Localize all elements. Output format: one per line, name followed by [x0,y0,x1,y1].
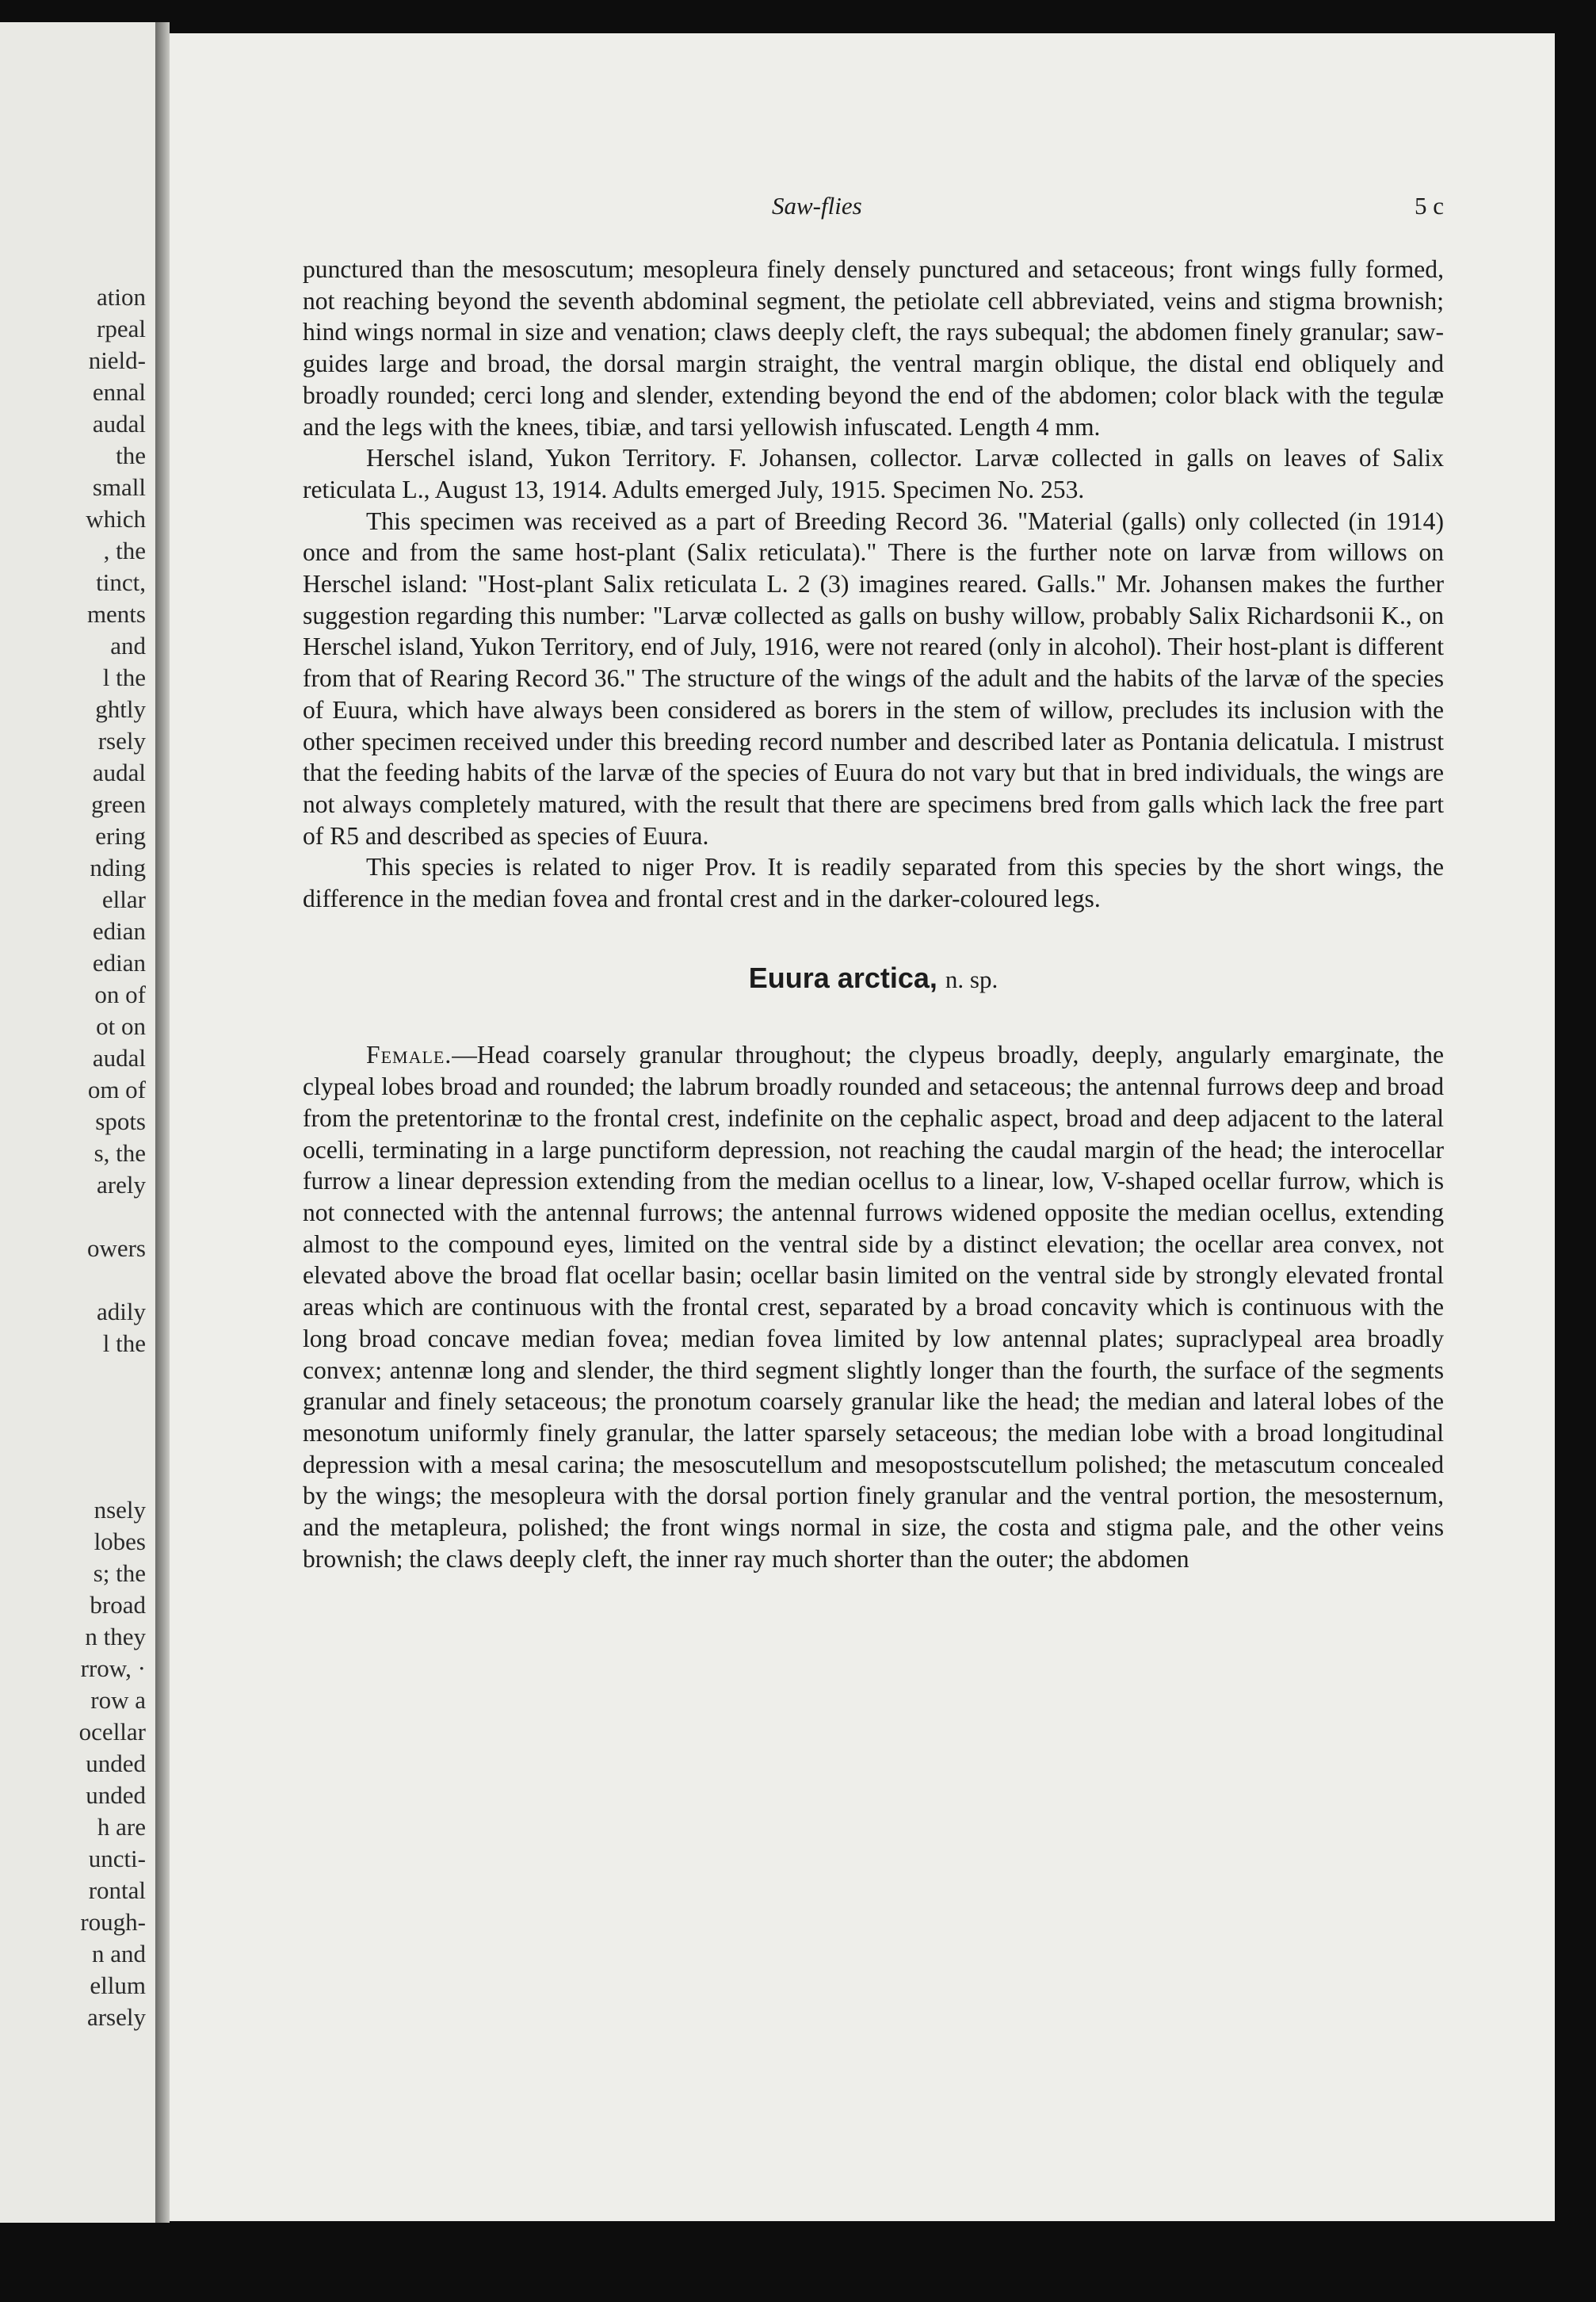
facing-page-text-fragment: s, the [94,1139,146,1167]
facing-page-text-fragment: and [110,632,146,660]
paragraph-breeding-record: This specimen was received as a part of Breeding Record 36. "Material (galls) only collected (in 1914) once and from the same host-plant (Salix reticulata)." There is the further note on larvæ from willows on Herschel island: "Host-plant Salix reticulata L. 2 (3) imagines reared. Galls." Mr. Johansen makes the further suggestion regarding this number: "Larvæ collected as galls on bushy willow, probably Salix Richardsonii K., on Herschel island, Yukon Territory, end of July, 1916, were not reared (only in alcohol). Their host-plant is different from that of Rearing Record 36." The structure of the wings of the adult and the habits of the larvæ of the species of Euura, which have always been considered as borers in the stem of willow, precludes its inclusion with the other specimen received under this breeding record number and described later as Pontania delicatula. I mistrust that the feeding habits of the larvæ of the species of Euura do not vary but that in bred individuals, the wings are not always completely matured, with the result that there are specimens bred from galls which lack the free part of R5 and described as species of Euura. [303,507,1444,850]
facing-page-text-fragment: unded [86,1781,146,1809]
facing-page-text-fragment: , the [103,537,146,564]
facing-page-text-fragment: rsely [97,727,146,755]
facing-page-text-fragment: n and [91,1940,146,1967]
facing-page-text-fragment: lobes [94,1528,146,1555]
facing-page-text-fragment: rrow, · [80,1654,146,1682]
female-label: Female. [366,1041,452,1069]
facing-page-text-fragment: arely [97,1171,146,1199]
facing-page-text-fragment: the [116,442,146,469]
facing-page-text-fragment: ation [97,283,146,311]
facing-page-text-fragment: audal [92,759,146,786]
facing-page-text-fragment: unded [86,1749,146,1777]
new-species-marker: n. sp. [945,965,998,993]
facing-page-text-fragment: nsely [94,1496,146,1524]
facing-page-text-fragment: l the [102,1329,146,1357]
facing-page-text-fragment: broad [90,1591,146,1619]
facing-page-text-fragment: h are [97,1813,146,1841]
facing-page-text-fragment: edian [92,917,146,945]
facing-page-text-fragment: rontal [88,1876,146,1904]
facing-page-text-fragment: adily [97,1298,146,1325]
facing-page-text-fragment: ghtly [95,695,146,723]
facing-page-text-fragment: tinct, [96,568,146,596]
facing-page-text-fragment: ellum [90,1971,146,1999]
facing-page-text-fragment: owers [86,1234,146,1262]
facing-page-text-fragment: ellar [101,885,146,913]
facing-page-text-fragment: l the [102,663,146,691]
facing-page-fragment [0,22,155,2223]
facing-page-text-fragment: uncti- [88,1845,146,1872]
facing-page-text-fragment: arsely [86,2003,146,2031]
facing-page-text-fragment: green [91,790,146,818]
facing-page-text-fragment: ering [95,822,146,850]
facing-page-text-fragment: small [92,473,146,501]
facing-page-text-fragment: audal [92,1044,146,1072]
species-name: Euura arctica, [748,961,937,994]
facing-page-text-fragment: om of [87,1076,146,1103]
facing-page-text-fragment: s; the [93,1559,146,1587]
paragraph-description-end: punctured than the mesoscutum; mesopleura finely densely punctured and setaceous; front wings fully formed, not reaching beyond the seventh abdominal segment, the petiolate cell abbreviated, veins and stigma brownish; hind wings normal in size and venation; claws deeply cleft, the rays subequal; the abdomen finely granular; saw-guides large and broad, the dorsal margin straight, the ventral margin oblique, the distal end obliquely and broadly rounded; cerci long and slender, extending beyond the end of the abdomen; color black with the tegulæ and the legs with the knees, tibiæ, and tarsi yellowish infuscated. Length 4 mm. [303,255,1444,441]
facing-page-text-fragment: ments [86,600,146,628]
page-body [303,254,1444,1574]
paragraph-female-description [303,1039,1444,1574]
book-gutter [155,22,170,2223]
facing-page-text-fragment: n they [85,1623,146,1650]
facing-page-text-fragment: edian [92,949,146,977]
facing-page-text-fragment: spots [95,1107,146,1135]
facing-page-text-fragment: nield- [88,346,146,374]
running-title: Saw-flies [772,192,862,220]
page-header [170,192,1555,227]
facing-page-text-fragment: rpeal [97,315,146,342]
facing-page-text-fragment: ot on [96,1012,146,1040]
facing-page-text-fragment: row a [90,1686,146,1714]
facing-page-text-fragment: which [86,505,146,533]
page-number: 5 c [1414,192,1444,220]
paragraph-relationship: This species is related to niger Prov. It is readily separated from this species by the short wings, the difference in the median fovea and frontal crest and in the darker-coloured legs. [303,853,1444,913]
facing-page-text-fragment: on of [94,981,146,1008]
facing-page-text-fragment: audal [92,410,146,438]
facing-page-text-fragment: ennal [92,378,146,406]
paragraph-locality: Herschel island, Yukon Territory. F. Johansen, collector. Larvæ collected in galls on leaves of Salix reticulata L., August 13, 1914. Adults emerged July, 1915. Specimen No. 253. [303,444,1444,503]
species-heading [303,962,1444,996]
book-page [170,33,1555,2221]
facing-page-text-fragment: ocellar [78,1718,146,1746]
facing-page-text-fragment: rough- [80,1908,146,1936]
facing-page-text-fragment: nding [90,854,146,881]
female-description-text: —Head coarsely granular throughout; the clypeus broadly, deeply, angularly emarginate, the clypeal lobes broad and rounded; the labrum broadly rounded and setaceous; the antennal furrows deep and broad from the pretentorinæ to the frontal crest, indefinite on the cephalic aspect, broad and deep adjacent to the lateral ocelli, terminating in a large punctiform depression, not reaching the caudal margin of the head; the interocellar furrow a linear depression extending from the median ocellus to a linear, low, V-shaped ocellar furrow, which is not connected with the antennal furrows; the antennal furrows widened opposite the median ocellus, extending almost to the compound eyes, limited on the ventral side by a distinct elevation; the ocellar area convex, not elevated above the broad flat ocellar basin; ocellar basin limited on the ventral side by strongly elevated frontal areas which are continuous with the frontal crest, separated by a broad concavity which is continuous with the long broad concave median fovea; median fovea limited by low antennal plates; supraclypeal area broadly convex; antennæ long and slender, the third segment slightly longer than the fourth, the surface of the segments granular and finely setaceous; the pronotum coarsely granular like the head; the median and lateral lobes of the mesonotum uniformly finely granular, the latter sparsely setaceous; the median lobe with a broad longitudinal depression with a mesal carina; the mesoscutellum and mesopostscutellum polished; the metascutum concealed by the wings; the mesopleura with the dorsal portion finely granular and the ventral portion, the mesosternum, and the metapleura, polished; the front wings normal in size, the costa and stigma pale, and the other veins brownish; the claws deeply cleft, the inner ray much shorter than the outer; the abdomen [303,1041,1444,1573]
